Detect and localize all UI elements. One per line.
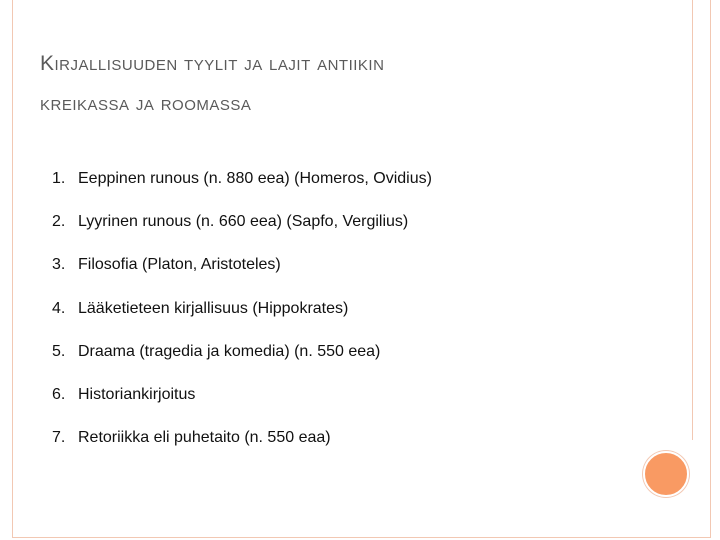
list-item-text: Lyyrinen runous (n. 660 eea) (Sapfo, Vergilius) xyxy=(78,213,409,231)
list-item-number: 2. xyxy=(52,213,66,231)
list-item xyxy=(52,256,432,299)
list-item-text: Historiankirjoitus xyxy=(78,385,196,403)
list-item xyxy=(52,300,432,343)
list-item xyxy=(52,213,432,256)
list-item-text: Retoriikka eli puhetaito (n. 550 eaa) xyxy=(78,429,331,447)
list-item-number: 1. xyxy=(52,170,66,187)
list-item-number: 7. xyxy=(52,429,66,447)
genre-list xyxy=(52,170,432,472)
list-item-text: Draama (tragedia ja komedia) (n. 550 eea) xyxy=(78,342,381,360)
title-line-2: kreikassa ja roomassa xyxy=(40,92,252,115)
list-item-number: 4. xyxy=(52,299,66,317)
decorative-side-line xyxy=(692,0,693,440)
list-item-text: Lääketieteen kirjallisuus (Hippokrates) xyxy=(78,299,349,317)
list-item-number: 3. xyxy=(52,256,66,274)
list-item-number: 6. xyxy=(52,385,66,403)
title-line-1: Kirjallisuuden tyylit ja lajit antiikin xyxy=(40,52,385,75)
list-item xyxy=(52,429,432,472)
list-item-number: 5. xyxy=(52,342,66,360)
list-item-text: Eeppinen runous (n. 880 eea) (Homeros, Ovidius) xyxy=(78,170,432,187)
list-item xyxy=(52,386,432,429)
list-item xyxy=(52,343,432,386)
list-item-text: Filosofia (Platon, Aristoteles) xyxy=(78,256,281,274)
decorative-circle xyxy=(643,451,689,497)
list-item xyxy=(52,170,432,213)
slide-title xyxy=(40,44,660,124)
